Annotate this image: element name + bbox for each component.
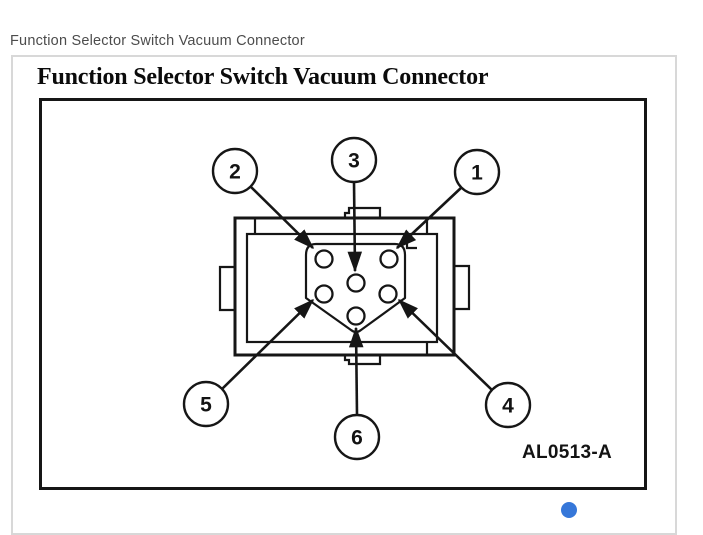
arrow-6 <box>356 328 357 415</box>
callout-1 <box>455 150 499 194</box>
figure-frame <box>41 100 646 489</box>
figure-id: AL0513-A <box>521 442 612 463</box>
content-panel <box>11 55 677 535</box>
callout-5 <box>184 382 228 426</box>
arrow-3 <box>354 182 355 271</box>
diagram-heading: Function Selector Switch Vacuum Connector <box>37 64 489 90</box>
port-top-left <box>316 251 333 268</box>
callout-3 <box>332 138 376 182</box>
port-top-right <box>381 251 398 268</box>
right-tab <box>454 266 469 309</box>
callout-2-label: 2 <box>229 160 241 184</box>
callout-2 <box>213 149 257 193</box>
port-middle-right <box>380 286 397 303</box>
callout-4 <box>486 383 530 427</box>
arrow-4 <box>399 300 492 390</box>
port-middle-center <box>348 275 365 292</box>
callout-6-label: 6 <box>351 426 363 450</box>
port-bottom-center <box>348 308 365 325</box>
callout-4-label: 4 <box>502 394 514 418</box>
left-tab <box>220 267 235 310</box>
page-title: Function Selector Switch Vacuum Connector <box>10 33 305 49</box>
callout-6 <box>335 415 379 459</box>
callout-1-label: 1 <box>471 161 483 185</box>
callout-5-label: 5 <box>200 393 212 417</box>
connector-diagram <box>39 98 647 490</box>
connector-body <box>220 208 469 364</box>
scroll-button-peek[interactable] <box>561 502 577 518</box>
port-middle-left <box>316 286 333 303</box>
callout-3-label: 3 <box>348 149 360 173</box>
